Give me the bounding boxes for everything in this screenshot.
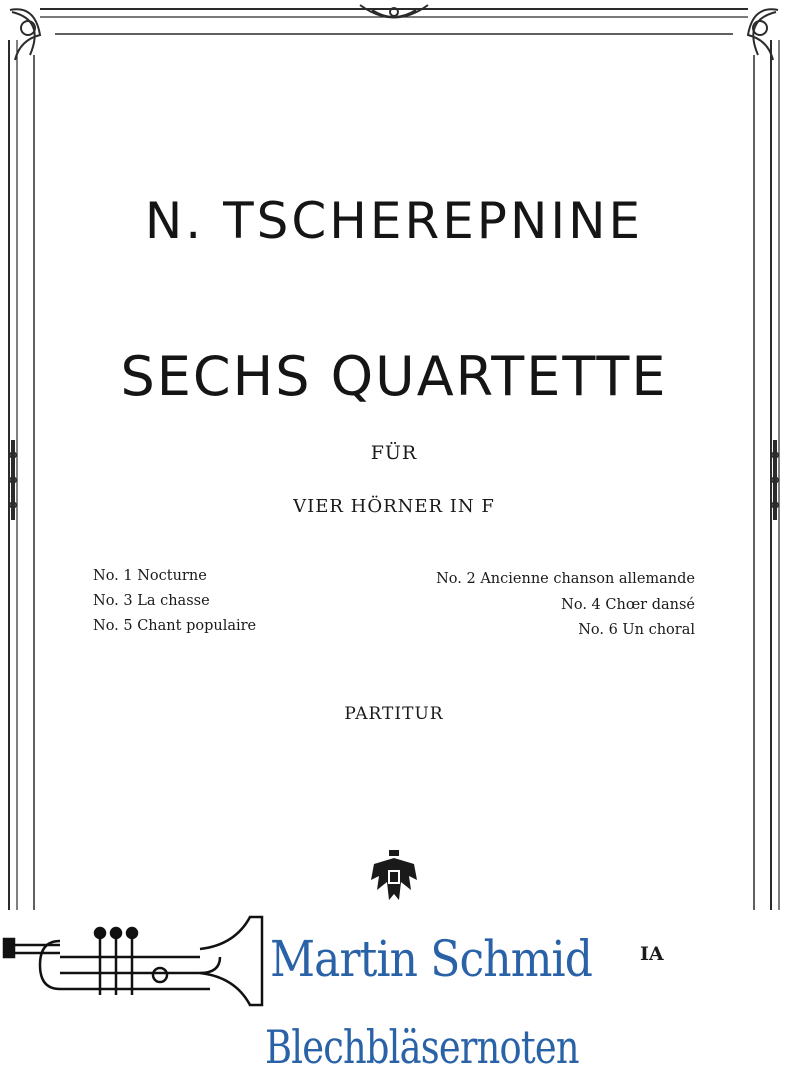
watermark-line-1: Martin Schmid <box>270 930 593 988</box>
watermark-line-2: Blechbläsernoten <box>265 1020 579 1074</box>
edition-label: PARTITUR <box>344 704 444 724</box>
piece-3: No. 3 La chasse <box>93 593 210 609</box>
piece-6: No. 6 Un choral <box>578 622 695 638</box>
work-title: SECHS QUARTETTE <box>120 345 668 408</box>
piece-1: No. 1 Nocturne <box>93 568 207 584</box>
publisher-name-fragment: IA <box>640 943 664 965</box>
for-label: FÜR <box>370 442 418 464</box>
piece-4: No. 4 Chœr dansé <box>561 597 695 613</box>
eagle-emblem-icon <box>369 850 419 906</box>
piece-5: No. 5 Chant populaire <box>93 618 257 634</box>
composer-name: N. TSCHEREPNINE <box>144 192 644 250</box>
piece-2: No. 2 Ancienne chanson allemande <box>436 571 695 587</box>
instrumentation: VIER HÖRNER IN F <box>293 496 495 517</box>
trumpet-icon <box>0 905 270 1025</box>
